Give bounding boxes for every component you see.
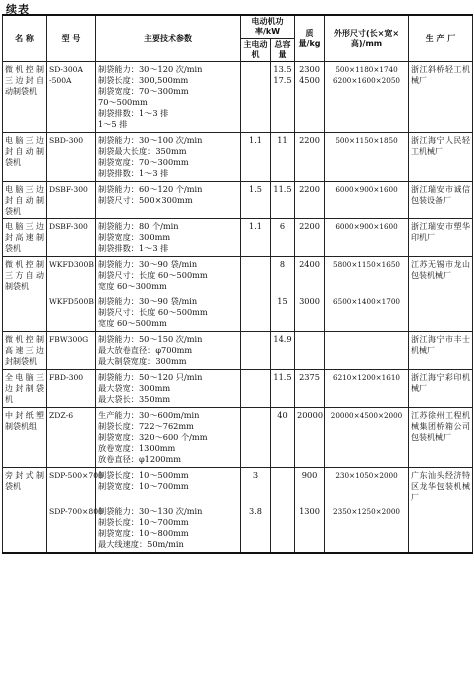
table-row: [3, 133, 473, 182]
cell-mass-line: 2300: [299, 64, 320, 74]
table-row: [3, 62, 473, 133]
cell-params-line: 制袋能力：60～120 个/min: [98, 184, 203, 194]
header-name: 名 称: [3, 15, 47, 62]
cell-dims-line: 20000×4500×2000: [330, 411, 403, 420]
cell-params-line: 放卷直径：φ1200mm: [98, 454, 182, 464]
cell-params: [96, 504, 241, 553]
cell-params-line: 制袋长度：300,500mm: [98, 75, 189, 85]
cell-maker: 浙江瑞安市诚信包装设备厂: [409, 182, 473, 219]
cell-maker: 浙江海宁人民轻工机械厂: [409, 133, 473, 182]
cell-mass-line: 2200: [299, 135, 320, 145]
cell-params-line: 宽度 60～500mm: [98, 318, 167, 328]
cell-params-line: 制袋宽度：300mm: [98, 232, 171, 242]
cell-power-main: 1.1: [241, 133, 271, 182]
cell-mass: [295, 332, 325, 370]
cell-power-total: [271, 182, 295, 219]
cell-model-line: DSBF-300: [49, 222, 88, 231]
cell-params-line: 制袋尺寸：长度 60～500mm: [98, 270, 208, 280]
cell-name: 微机控制三边封自动制袋机: [3, 62, 47, 133]
cell-params-line: 制袋能力：50～150 次/min: [98, 334, 203, 344]
cell-dims: [325, 257, 409, 295]
cell-params-line: 制袋长度：10～700mm: [98, 517, 189, 527]
cell-dims-line: 5800×1150×1650: [333, 260, 400, 269]
cell-maker: [409, 294, 473, 332]
cell-params-line: 制袋尺寸：长度 60～500mm: [98, 307, 208, 317]
cell-params-line: 制袋宽度：10～700mm: [98, 481, 189, 491]
cell-power-main: [241, 408, 271, 468]
cell-params-line: 制袋宽度：70～300mm: [98, 86, 189, 96]
cell-power-main: 3: [241, 468, 271, 505]
cell-power-total-line: 11.5: [273, 372, 292, 382]
cell-power-total-line: 15: [277, 296, 288, 306]
cell-mass: [295, 408, 325, 468]
cell-params: [96, 219, 241, 257]
cell-dims-line: 2350×1250×2000: [333, 507, 400, 516]
cell-params: [96, 332, 241, 370]
cell-mass: [295, 182, 325, 219]
cell-model: [47, 182, 96, 219]
cell-power-main: [241, 257, 271, 295]
cell-params-line: 最大制袋宽度：300mm: [98, 356, 187, 366]
cell-dims: [325, 219, 409, 257]
cell-name: 微机控制高速三边封制袋机: [3, 332, 47, 370]
cell-params: [96, 408, 241, 468]
cell-mass-line: 4500: [299, 75, 320, 85]
cell-params-line: 1～5 排: [98, 119, 128, 129]
cell-name: 微机控制三方自动制袋机: [3, 257, 47, 295]
spec-table: [2, 14, 473, 554]
cell-model-line: -500A: [49, 76, 72, 85]
cell-dims-line: 6000×900×1600: [335, 185, 398, 194]
cell-power-main: [241, 62, 271, 133]
cell-dims-line: 6210×1200×1610: [333, 373, 400, 382]
header-dims: 外形尺寸(长×宽×高)/mm: [325, 15, 409, 62]
cell-maker: 江苏徐州工程机械集团桥箱公司包装机械厂: [409, 408, 473, 468]
cell-params-line: 制袋尺寸：500×300mm: [98, 195, 193, 205]
cell-name: 电脑三边封自动制袋机: [3, 133, 47, 182]
cell-maker: 浙江海宁市丰士机械厂: [409, 332, 473, 370]
cell-name: [3, 504, 47, 553]
cell-power-main: 3.8: [241, 504, 271, 553]
cell-params-line: 制袋最大长度：350mm: [98, 146, 187, 156]
cell-params-line: 制袋排数：1～3 排: [98, 108, 169, 118]
cell-power-total-line: 11.5: [273, 184, 292, 194]
cell-model-line: WKFD500B: [49, 297, 94, 306]
cell-params-line: 制袋能力：80 个/min: [98, 221, 179, 231]
cell-maker: [409, 504, 473, 553]
cell-mass-line: 2375: [299, 372, 320, 382]
cell-params-line: 放卷宽度：1300mm: [98, 443, 176, 453]
cell-params-line: 生产能力：30～600m/min: [98, 410, 200, 420]
table-row: [3, 370, 473, 408]
cell-params: [96, 182, 241, 219]
cell-power-total: [271, 504, 295, 553]
header-model: 型 号: [47, 15, 96, 62]
table-row: [3, 294, 473, 332]
table-row: [3, 468, 473, 505]
cell-params: [96, 133, 241, 182]
table-row: [3, 219, 473, 257]
cell-params-line: 制袋能力：30～120 次/min: [98, 64, 203, 74]
cell-power-total: [271, 408, 295, 468]
cell-params-line: 制袋长度：10～500mm: [98, 470, 189, 480]
cell-dims: [325, 408, 409, 468]
table-row: [3, 408, 473, 468]
cell-params: [96, 257, 241, 295]
cell-power-total: [271, 370, 295, 408]
header-maker: 生 产 厂: [409, 15, 473, 62]
cell-mass: [295, 257, 325, 295]
cell-maker: 浙江瑞安市塑华印机厂: [409, 219, 473, 257]
cell-power-total-line: 6: [279, 221, 286, 231]
cell-dims-line: 230×1050×2000: [335, 471, 398, 480]
cell-power-total-line: 8: [279, 259, 286, 269]
cell-params-line: 制袋能力：30～130 次/min: [98, 506, 203, 516]
cell-dims-line: 6000×900×1600: [335, 222, 398, 231]
cell-maker: 浙江斜桥轻工机械厂: [409, 62, 473, 133]
cell-power-main: 1.1: [241, 219, 271, 257]
cell-mass-line: 20000: [297, 410, 324, 420]
cell-name: [3, 294, 47, 332]
cell-power-total: [271, 294, 295, 332]
cell-power-total: [271, 468, 295, 505]
cell-params: [96, 294, 241, 332]
cell-model: [47, 294, 96, 332]
cell-maker: 浙江海宁彩印机械厂: [409, 370, 473, 408]
cell-params-line: 制袋能力：30～100 次/min: [98, 135, 203, 145]
cell-model-line: FBD-300: [49, 373, 84, 382]
cell-power-main: [241, 332, 271, 370]
cell-params-line: 最大线速度：50m/min: [98, 539, 184, 549]
cell-model-line: SDP-700×800: [49, 507, 103, 516]
cell-model: [47, 257, 96, 295]
cell-name: 旁封式制袋机: [3, 468, 47, 505]
cell-name: 全电脑三边封制袋机: [3, 370, 47, 408]
cell-power-main: 1.5: [241, 182, 271, 219]
cell-maker: 江苏无锡市龙山包装机械厂: [409, 257, 473, 295]
cell-dims: [325, 332, 409, 370]
cell-model: [47, 468, 103, 505]
cell-power-total-line: 40: [277, 410, 288, 420]
cell-power-total-line: 13.5: [273, 64, 292, 74]
cell-mass: [295, 504, 325, 553]
cell-params-line: 宽度 60～300mm: [98, 281, 167, 291]
cell-params-line: 制袋能力：30～90 袋/min: [98, 259, 198, 269]
cell-model: [47, 504, 103, 553]
cell-power-total: [271, 133, 295, 182]
table-row: [3, 257, 473, 295]
cell-power-total: [271, 62, 295, 133]
cell-mass-line: 900: [301, 470, 318, 480]
cell-model-line: WKFD300B: [49, 260, 94, 269]
cell-mass: [295, 468, 325, 505]
cell-model-line: SBD-300: [49, 136, 84, 145]
cell-model: [47, 219, 96, 257]
table-caption: 续表: [6, 3, 30, 16]
header-power-main: 主电动机: [241, 39, 271, 62]
cell-power-total-line: 11: [277, 135, 288, 145]
cell-maker: 广东汕头经济特区龙华包装机械厂: [409, 468, 473, 505]
cell-model-line: FBW300G: [49, 335, 89, 344]
cell-power-total-line: 17.5: [273, 75, 292, 85]
cell-dims: [325, 133, 409, 182]
cell-dims: [325, 182, 409, 219]
cell-model-line: SDP-500×700: [49, 471, 103, 480]
cell-mass-line: 3000: [299, 296, 320, 306]
cell-mass: [295, 219, 325, 257]
cell-dims-line: 500×1180×1740: [335, 65, 398, 74]
cell-mass-line: 2200: [299, 184, 320, 194]
cell-dims: [325, 62, 409, 133]
header-params: 主要技术参数: [96, 15, 241, 62]
cell-dims-line: 6500×1400×1700: [333, 297, 400, 306]
cell-model-line: SD-300A: [49, 65, 83, 74]
cell-params-line: 制袋宽度：70～300mm: [98, 157, 189, 167]
cell-dims-line: 6200×1600×2050: [333, 76, 400, 85]
cell-model: [47, 133, 96, 182]
cell-dims: [325, 294, 409, 332]
cell-params-line: 制袋宽度：10～800mm: [98, 528, 189, 538]
cell-mass: [295, 294, 325, 332]
cell-params-line: 制袋排数：1～3 排: [98, 243, 169, 253]
cell-name: 电脑三边封高速制袋机: [3, 219, 47, 257]
table-row: [3, 504, 473, 553]
cell-params: [96, 468, 241, 505]
cell-power-total: [271, 257, 295, 295]
cell-params: [96, 370, 241, 408]
cell-params-line: 70～500mm: [98, 97, 148, 107]
cell-model: [47, 332, 96, 370]
cell-model: [47, 370, 96, 408]
header-power: 电动机功率/kW: [241, 15, 295, 39]
cell-params-line: 制袋长度：722～762mm: [98, 421, 194, 431]
cell-power-main: [241, 294, 271, 332]
cell-mass-line: 1300: [299, 506, 320, 516]
cell-power-total-line: 14.9: [273, 334, 292, 344]
cell-power-main: [241, 370, 271, 408]
cell-params: [96, 62, 241, 133]
cell-params-line: 制袋能力：50～120 只/min: [98, 372, 203, 382]
cell-params-line: 制袋宽度：320～600 个/mm: [98, 432, 208, 442]
cell-model: [47, 408, 96, 468]
cell-dims-line: 500×1150×1850: [335, 136, 398, 145]
cell-model-line: DSBF-300: [49, 185, 88, 194]
cell-name: 电脑三边封自动制袋机: [3, 182, 47, 219]
cell-mass-line: 2400: [299, 259, 320, 269]
cell-mass: [295, 133, 325, 182]
cell-params-line: 制袋能力：30～90 袋/min: [98, 296, 198, 306]
cell-mass-line: 2200: [299, 221, 320, 231]
table-row: [3, 182, 473, 219]
cell-mass: [295, 370, 325, 408]
cell-name: 中封纸塑制袋机组: [3, 408, 47, 468]
cell-params-line: 最大袋长：350mm: [98, 394, 171, 404]
cell-power-total: [271, 332, 295, 370]
cell-dims: [325, 468, 409, 505]
cell-power-total: [271, 219, 295, 257]
table-row: [3, 332, 473, 370]
cell-params-line: 最大袋宽：300mm: [98, 383, 171, 393]
cell-params-line: 最大放卷直径：φ700mm: [98, 345, 193, 355]
cell-dims: [325, 504, 409, 553]
header-mass: 质量/kg: [295, 15, 325, 62]
cell-model: [47, 62, 96, 133]
cell-mass: [295, 62, 325, 133]
header-power-total: 总容量: [271, 39, 295, 62]
cell-dims: [325, 370, 409, 408]
cell-model-line: ZDZ-6: [49, 411, 74, 420]
cell-params-line: 制袋排数：1～3 排: [98, 168, 169, 178]
